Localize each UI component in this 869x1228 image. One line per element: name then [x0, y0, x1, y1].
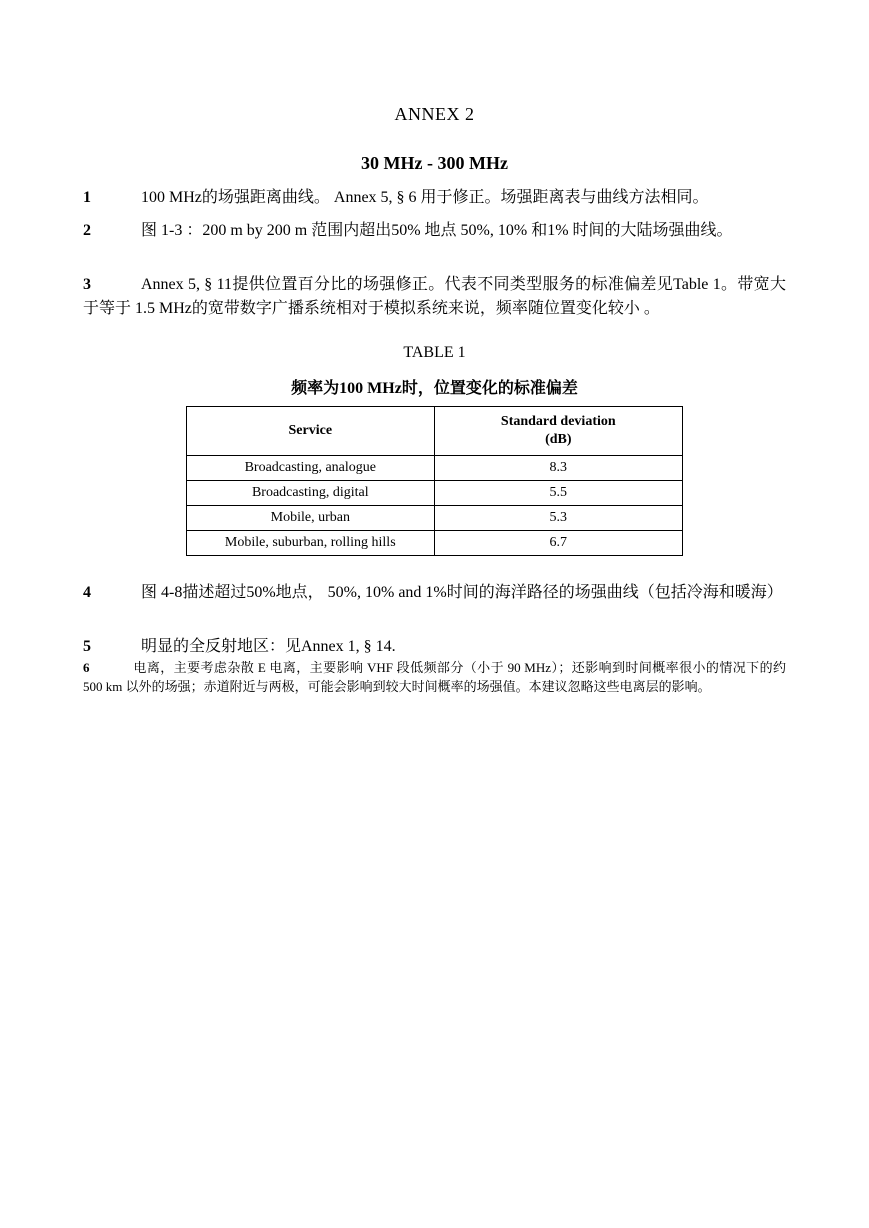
table-row	[187, 531, 683, 556]
table-row	[187, 481, 683, 506]
header-standard-deviation	[434, 407, 682, 456]
table-row	[187, 456, 683, 481]
service-cell: Broadcasting, analogue	[187, 456, 435, 481]
paragraph-1	[83, 186, 786, 210]
service-cell: Mobile, urban	[187, 506, 435, 531]
std-cell: 8.3	[434, 456, 682, 481]
service-cell: Mobile, suburban, rolling hills	[187, 531, 435, 556]
paragraph-number: 3	[83, 276, 91, 293]
paragraph-3	[83, 273, 786, 321]
paragraph-number: 5	[83, 638, 91, 655]
paragraph-text: 明显的全反射地区：见Annex 1, § 14.	[141, 638, 396, 655]
paragraph-number: 6	[83, 660, 90, 675]
paragraph-number: 2	[83, 222, 91, 239]
paragraph-text: Annex 5, § 11提供位置百分比的场强修正。代表不同类型服务的标准偏差见Table 1。带宽大于等于 1.5 MHz的宽带数字广播系统相对于模拟系统来说，频率随位置变化较小 。	[83, 276, 786, 317]
paragraph-2	[83, 219, 786, 243]
service-cell: Broadcasting, digital	[187, 481, 435, 506]
paragraph-4	[83, 581, 786, 605]
standard-deviation-table	[186, 406, 683, 556]
paragraph-text: 100 MHz的场强距离曲线。 Annex 5, § 6 用于修正。场强距离表与曲线方法相同。	[141, 189, 709, 206]
header-std-line2: (dB)	[545, 432, 572, 447]
paragraph-number: 1	[83, 189, 91, 206]
table-header-row	[187, 407, 683, 456]
paragraph-text: 图 1-3 ：200 m by 200 m 范围内超出50% 地点 50%, 10% 和1% 时间的大陆场强曲线。	[141, 222, 733, 239]
paragraph-text: 电离，主要考虑杂散 E 电离，主要影响 VHF 段低频部分（小于 90 MHz）；还影响到时间概率很小的情况下的约 500 km 以外的场强；赤道附近与两极，可能会影响到较大时间概率的场强值。本建议忽略这些电离层的影响。	[83, 660, 786, 694]
paragraph-6	[83, 658, 786, 696]
table-row	[187, 506, 683, 531]
paragraph-5	[83, 635, 786, 659]
frequency-range-title: 30 MHz - 300 MHz	[361, 153, 508, 173]
paragraph-number: 4	[83, 584, 91, 601]
table-caption: 频率为100 MHz时，位置变化的标准偏差	[291, 380, 578, 397]
std-cell: 6.7	[434, 531, 682, 556]
std-cell: 5.5	[434, 481, 682, 506]
std-cell: 5.3	[434, 506, 682, 531]
paragraph-text: 图 4-8描述超过50%地点， 50%, 10% and 1%时间的海洋路径的场强曲线（包括冷海和暖海）	[141, 584, 783, 601]
header-service: Service	[187, 407, 435, 456]
annex-title: ANNEX 2	[394, 104, 475, 124]
header-std-line1: Standard deviation	[500, 414, 616, 429]
table-label: TABLE 1	[403, 344, 466, 361]
